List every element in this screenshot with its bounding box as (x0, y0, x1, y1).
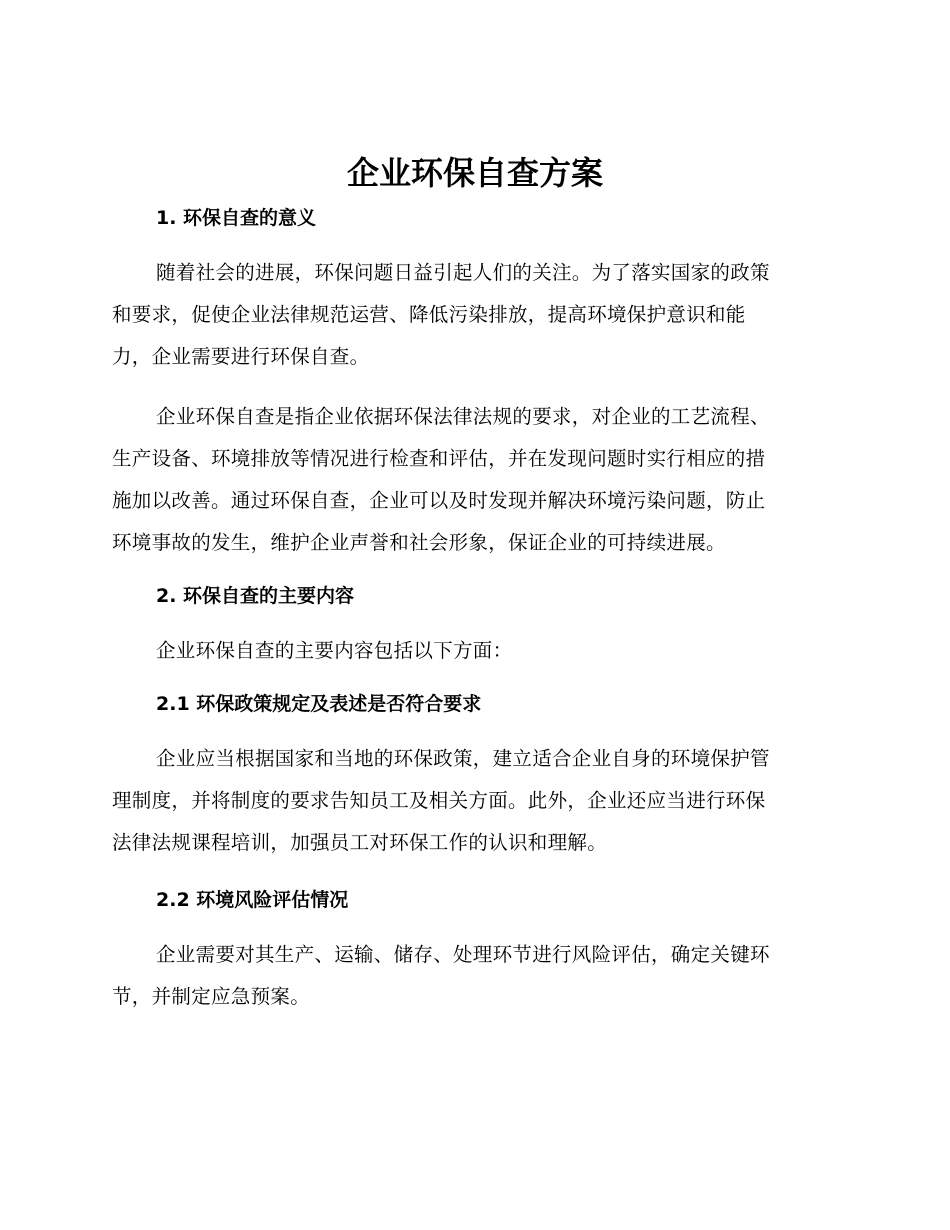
paragraph-line: 力，企业需要进行环保自查。 (112, 345, 370, 368)
paragraph-line: 随着社会的进展，环保问题日益引起人们的关注。为了落实国家的政策 (156, 261, 770, 284)
paragraph-line: 环境事故的发生，维护企业声誉和社会形象，保证企业的可持续进展。 (112, 531, 726, 554)
paragraph-line: 理制度，并将制度的要求告知员工及相关方面。此外，企业还应当进行环保 (112, 789, 766, 812)
paragraph-significance-definition (112, 396, 832, 564)
paragraph-main-content-intro (112, 630, 832, 672)
paragraph-line: 企业应当根据国家和当地的环保政策，建立适合企业自身的环境保护管 (156, 747, 770, 770)
paragraph-significance-intro (112, 252, 832, 378)
section-heading-1: 1. 环保自查的意义 (156, 207, 317, 229)
document-title: 企业环保自查方案 (346, 154, 603, 192)
paragraph-line: 法律法规课程培训，加强员工对环保工作的认识和理解。 (112, 831, 608, 854)
paragraph-risk-assessment (112, 934, 832, 1018)
paragraph-line: 企业环保自查是指企业依据环保法律法规的要求，对企业的工艺流程、 (156, 405, 770, 428)
paragraph-line: 生产设备、环境排放等情况进行检查和评估，并在发现问题时实行相应的措 (112, 447, 766, 470)
section-heading-2-2: 2.2 环境风险评估情况 (156, 889, 349, 911)
paragraph-line: 节，并制定应急预案。 (112, 985, 311, 1008)
section-heading-2-1: 2.1 环保政策规定及表述是否符合要求 (156, 693, 482, 715)
paragraph-line: 企业环保自查的主要内容包括以下方面： (156, 639, 513, 662)
paragraph-line: 施加以改善。通过环保自查，企业可以及时发现并解决环境污染问题，防止 (112, 489, 766, 512)
paragraph-policy-compliance (112, 738, 832, 864)
paragraph-line: 和要求，促使企业法律规范运营、降低污染排放，提高环境保护意识和能 (112, 303, 746, 326)
section-heading-2: 2. 环保自查的主要内容 (156, 585, 355, 607)
paragraph-line: 企业需要对其生产、运输、储存、处理环节进行风险评估，确定关键环 (156, 943, 770, 966)
